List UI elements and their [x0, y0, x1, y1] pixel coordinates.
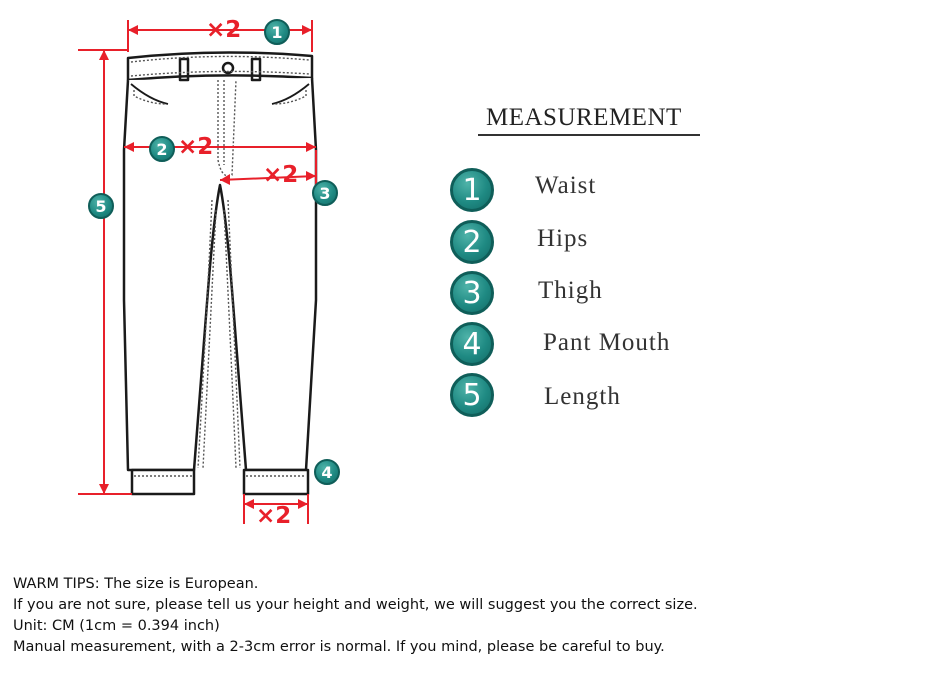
legend-label-pant-mouth: Pant Mouth [543, 329, 671, 356]
pant-mouth-marker-badge: 4 [314, 459, 340, 485]
legend-badge-5: 5 [450, 373, 494, 417]
legend-label-thigh: Thigh [538, 277, 603, 304]
tips-line-4: Manual measurement, with a 2-3cm error is normal. If you mind, please be careful to buy. [13, 639, 665, 655]
measurement-title: MEASUREMENT [478, 104, 700, 136]
legend-badge-1: 1 [450, 168, 494, 212]
hips-multiplier-label: ×2 [178, 134, 214, 160]
waist-multiplier-label: ×2 [206, 17, 242, 43]
legend-label-length: Length [544, 383, 621, 410]
thigh-marker-badge: 3 [312, 180, 338, 206]
legend-label-hips: Hips [537, 225, 589, 252]
length-marker-badge: 5 [88, 193, 114, 219]
legend-label-waist: Waist [535, 172, 597, 199]
warm-tips [13, 574, 698, 658]
tips-line-2: If you are not sure, please tell us your height and weight, we will suggest you the correct size. [13, 597, 698, 613]
waist-marker-badge: 1 [264, 19, 290, 45]
pant-mouth-multiplier-label: ×2 [256, 503, 292, 529]
legend-badge-3: 3 [450, 271, 494, 315]
legend-badge-4: 4 [450, 322, 494, 366]
thigh-multiplier-label: ×2 [263, 162, 299, 188]
legend-badge-2: 2 [450, 220, 494, 264]
tips-line-3: Unit: CM (1cm = 0.394 inch) [13, 618, 220, 634]
pants-outline [124, 52, 316, 494]
hips-marker-badge: 2 [149, 136, 175, 162]
tips-line-1: WARM TIPS: The size is European. [13, 576, 259, 592]
